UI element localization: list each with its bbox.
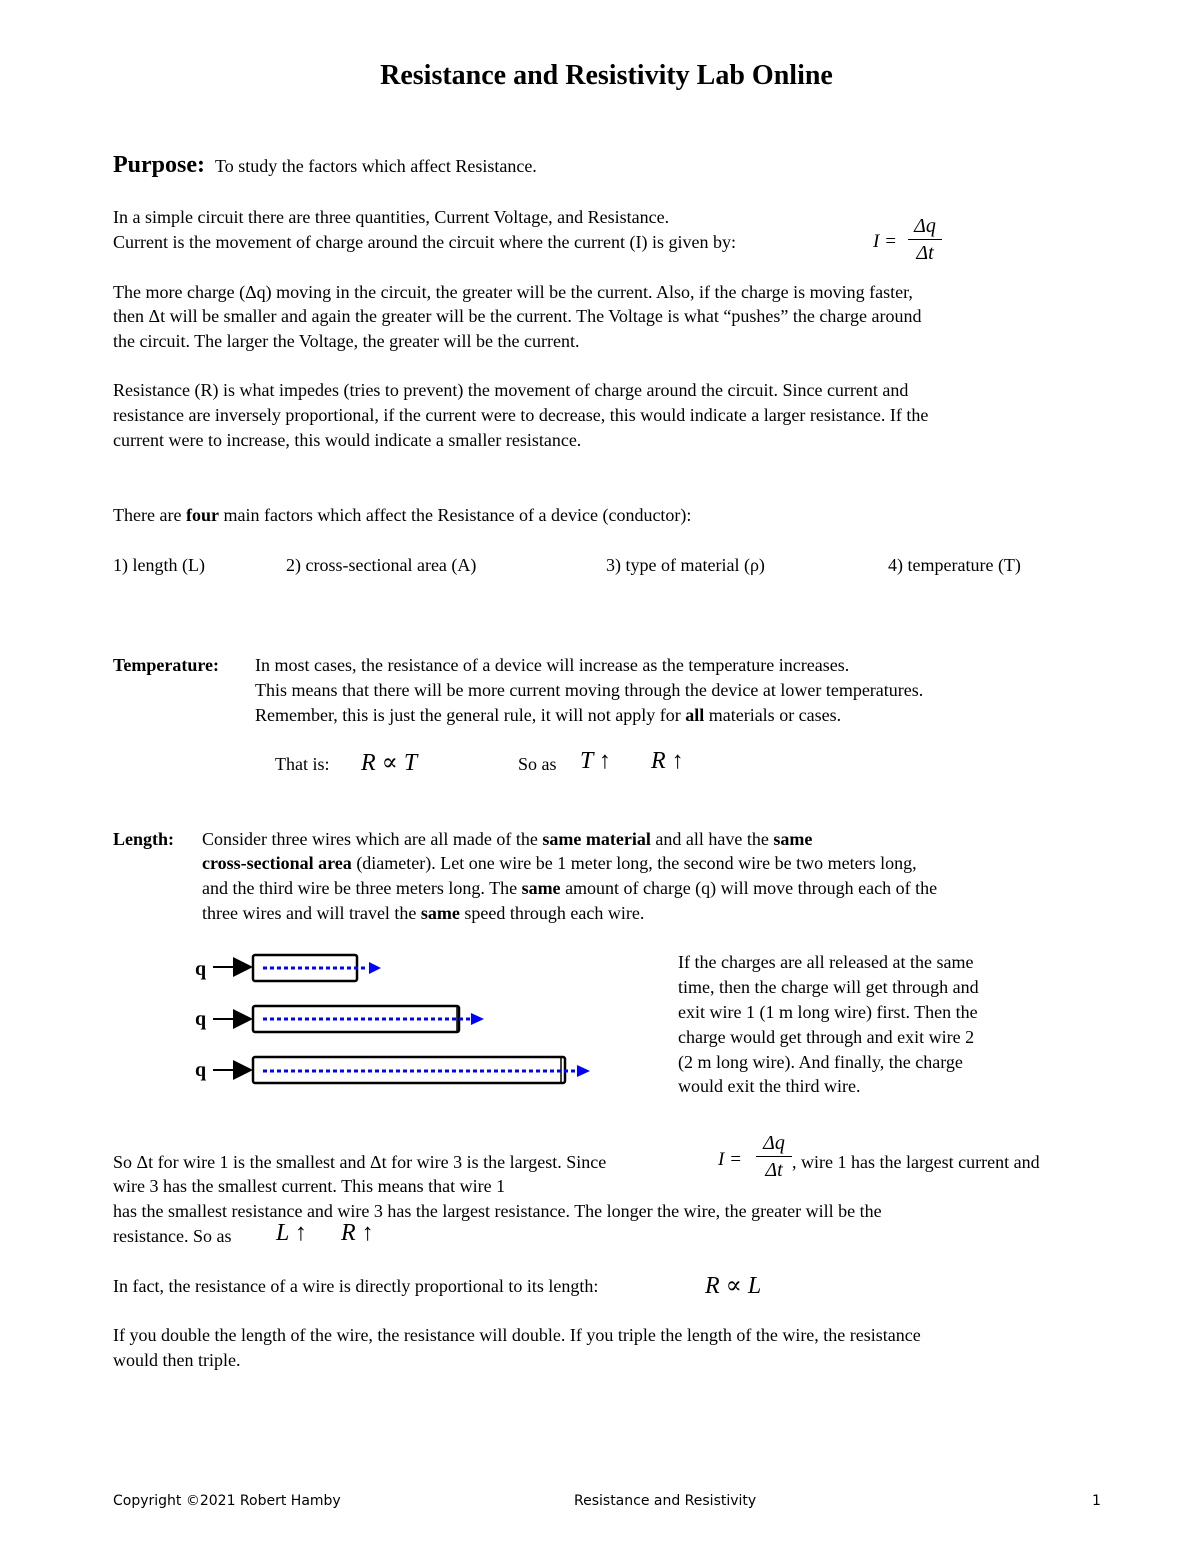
current-equation-denominator: Δt bbox=[916, 242, 934, 264]
side-text-line-2: time, then the charge will get through and bbox=[678, 977, 979, 997]
factor-length: 1) length (L) bbox=[113, 555, 205, 575]
wire-2-flow-arrowhead bbox=[471, 1013, 484, 1025]
length-line-1: Consider three wires which are all made of the same material and all have the same bbox=[202, 829, 813, 849]
wire-2-charge-label: q bbox=[195, 1008, 207, 1030]
fraction-bar bbox=[908, 239, 942, 240]
wire-3-charge-label: q bbox=[195, 1059, 207, 1081]
t-increases: T ↑ bbox=[580, 748, 611, 774]
fraction-bar bbox=[756, 1156, 792, 1157]
so-line-3: has the smallest resistance and wire 3 has the largest resistance. The longer the wire, the greater will be the bbox=[113, 1201, 882, 1221]
factors-intro-pre: There are bbox=[113, 505, 186, 525]
current-equation-fraction bbox=[908, 215, 942, 264]
that-is-label: That is: bbox=[275, 754, 330, 774]
factor-area: 2) cross-sectional area (A) bbox=[286, 555, 477, 575]
current-equation-lhs: I = bbox=[873, 231, 897, 252]
so-line-4: resistance. So as bbox=[113, 1226, 232, 1246]
factor-temperature: 4) temperature (T) bbox=[888, 555, 1021, 575]
footer-copyright: Copyright ©2021 Robert Hamby bbox=[113, 1493, 341, 1509]
so-equation-denominator: Δt bbox=[765, 1159, 783, 1181]
purpose-section bbox=[113, 152, 537, 179]
wire-1-flow-arrowhead bbox=[369, 962, 381, 974]
length-line-2: cross-sectional area (diameter). Let one wire be 1 meter long, the second wire be two meters long, bbox=[202, 853, 917, 873]
length-relation: R ∝ L bbox=[705, 1273, 762, 1299]
footer-center: Resistance and Resistivity bbox=[574, 1493, 757, 1509]
wire-1-charge-label: q bbox=[195, 958, 207, 980]
resistance-paragraph-line-1: Resistance (R) is what impedes (tries to prevent) the movement of charge around the circuit. Since current and bbox=[113, 380, 909, 400]
length-line-3: and the third wire be three meters long. The same amount of charge (q) will move through each of the bbox=[202, 878, 938, 898]
so-equation-numerator: Δq bbox=[763, 1132, 785, 1154]
charge-paragraph-line-1: The more charge (Δq) moving in the circuit, the greater will be the current. Also, if the charge is moving faster, bbox=[113, 282, 913, 302]
wire-3 bbox=[195, 1057, 590, 1083]
side-text-line-3: exit wire 1 (1 m long wire) first. Then the bbox=[678, 1002, 978, 1022]
factors-intro-bold: four bbox=[185, 505, 219, 525]
l-increases: L ↑ bbox=[276, 1220, 307, 1246]
temperature-relation: R ∝ T bbox=[361, 750, 418, 776]
double-line-1: If you double the length of the wire, the resistance will double. If you triple the length of the wire, the resistance bbox=[113, 1325, 921, 1345]
side-text-line-1: If the charges are all released at the same bbox=[678, 952, 974, 972]
r-increases: R ↑ bbox=[651, 748, 684, 774]
fact-text: In fact, the resistance of a wire is directly proportional to its length: bbox=[113, 1276, 599, 1296]
temperature-line-3: Remember, this is just the general rule, it will not apply for all materials or cases. bbox=[255, 705, 842, 725]
purpose-label: Purpose: bbox=[113, 152, 205, 178]
page-title: Resistance and Resistivity Lab Online bbox=[380, 60, 833, 91]
current-equation-numerator: Δq bbox=[914, 215, 936, 237]
wire-1 bbox=[195, 955, 381, 981]
wire-2 bbox=[195, 1006, 484, 1032]
side-text-line-4: charge would get through and exit wire 2 bbox=[678, 1027, 975, 1047]
factors-intro-post: main factors which affect the Resistance of a device (conductor): bbox=[218, 505, 692, 525]
factor-material: 3) type of material (ρ) bbox=[606, 555, 765, 575]
length-label: Length: bbox=[113, 829, 175, 849]
so-equation-lhs: I = bbox=[718, 1149, 742, 1170]
so-as-label: So as bbox=[518, 754, 557, 774]
temperature-line-1: In most cases, the resistance of a device will increase as the temperature increases. bbox=[255, 655, 850, 675]
so-line-2: wire 3 has the smallest current. This means that wire 1 bbox=[113, 1176, 506, 1196]
intro-line-2: Current is the movement of charge around the circuit where the current (I) is given by: bbox=[113, 232, 736, 252]
temperature-line-2: This means that there will be more current moving through the device at lower temperatures. bbox=[255, 680, 924, 700]
length-line-4: three wires and will travel the same speed through each wire. bbox=[202, 903, 645, 923]
charge-paragraph-line-2: then Δt will be smaller and again the greater will be the current. The Voltage is what “pushes” the charge around bbox=[113, 306, 922, 326]
footer-page-number: 1 bbox=[1092, 1493, 1101, 1509]
factors-intro bbox=[113, 503, 691, 527]
side-text-line-5: (2 m long wire). And finally, the charge bbox=[678, 1052, 963, 1072]
resistance-paragraph-line-3: current were to increase, this would indicate a smaller resistance. bbox=[113, 430, 582, 450]
so-line-1-b: , wire 1 has the largest current and bbox=[792, 1152, 1040, 1172]
wire-diagram bbox=[185, 945, 605, 1095]
wire-3-flow-arrowhead bbox=[577, 1065, 590, 1077]
charge-paragraph-line-3: the circuit. The larger the Voltage, the greater will be the current. bbox=[113, 331, 580, 351]
double-line-2: would then triple. bbox=[113, 1350, 241, 1370]
intro-line-1: In a simple circuit there are three quantities, Current Voltage, and Resistance. bbox=[113, 207, 670, 227]
so-equation-fraction bbox=[756, 1132, 792, 1181]
so-line-1-a: So Δt for wire 1 is the smallest and Δt for wire 3 is the largest. Since bbox=[113, 1152, 607, 1172]
r-increases-length: R ↑ bbox=[341, 1220, 374, 1246]
side-text-line-6: would exit the third wire. bbox=[678, 1076, 861, 1096]
purpose-text: To study the factors which affect Resistance. bbox=[215, 156, 537, 176]
temperature-label: Temperature: bbox=[113, 655, 219, 675]
resistance-paragraph-line-2: resistance are inversely proportional, if the current were to decrease, this would indicate a larger resistance. If the bbox=[113, 405, 929, 425]
